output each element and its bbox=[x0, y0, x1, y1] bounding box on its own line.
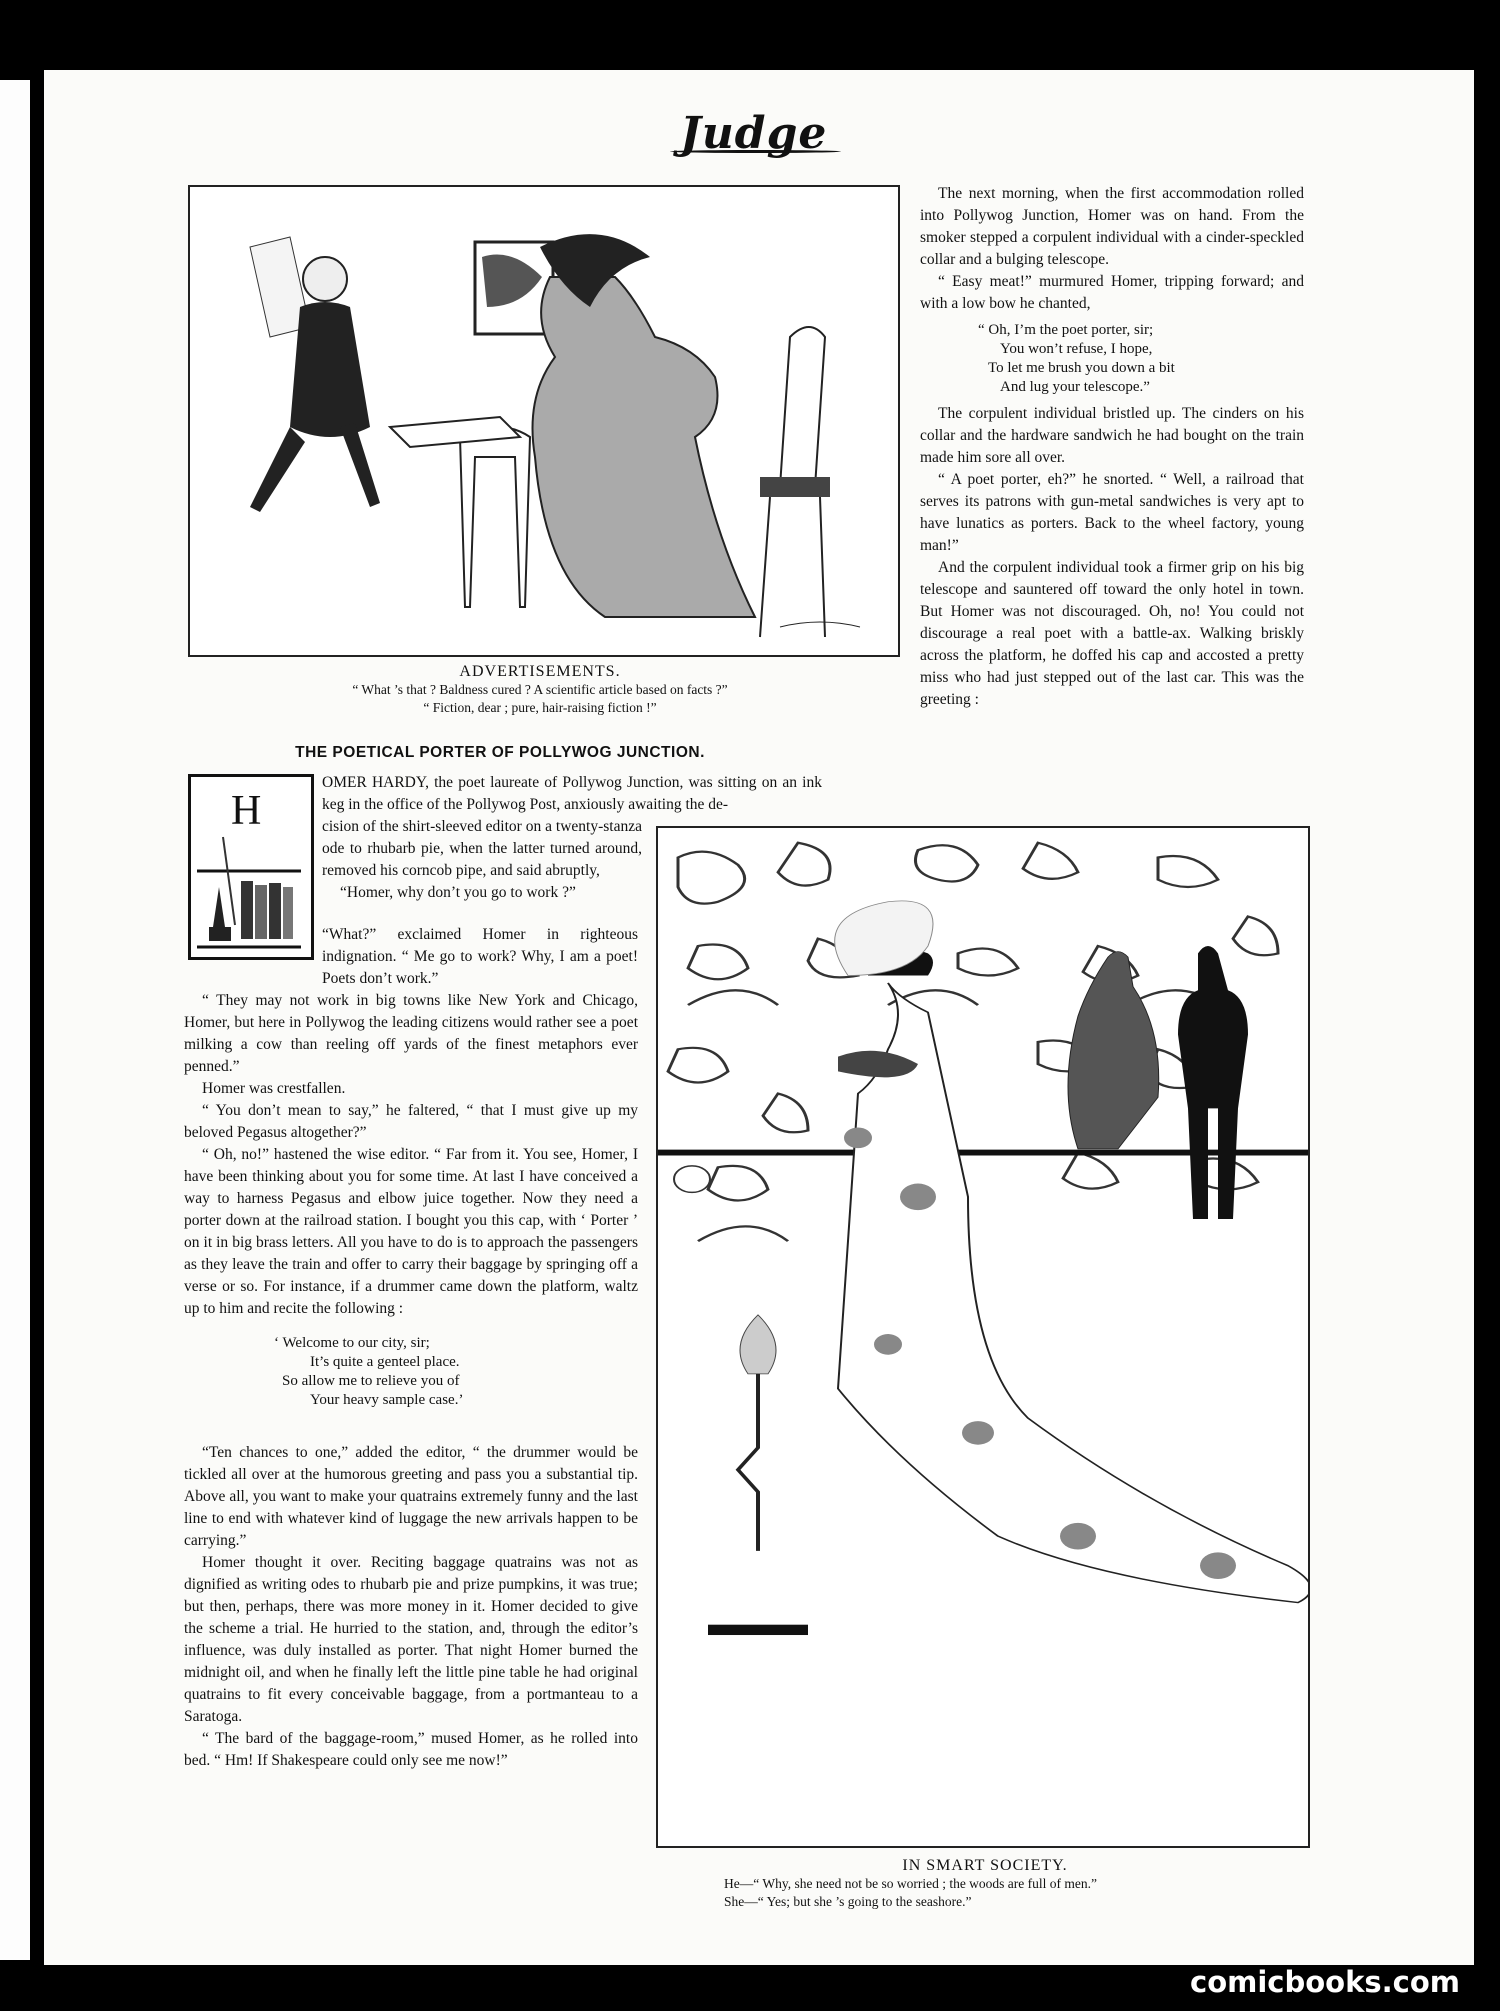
caption-title: IN SMART SOCIETY. bbox=[902, 1857, 1068, 1874]
verse-poet-porter bbox=[978, 321, 1304, 397]
paragraph: “ You don’t mean to say,” he faltered, “ that I must give up my beloved Pegasus altogether?” bbox=[184, 1102, 638, 1141]
paragraph: And the corpulent individual took a firmer grip on his big telescope and sauntered off toward the only hotel in town. But Homer was not discouraged. Oh, no! You could not discourage a real poet with a battle-ax. Walking briskly across the platform, he doffed his cap and accosted a pretty miss who had just stepped out of the last car. This was the greeting : bbox=[920, 559, 1304, 708]
adjacent-page-edge bbox=[0, 80, 30, 1960]
verse-line: So allow me to relieve you of bbox=[282, 1373, 460, 1389]
paragraph: Homer was crestfallen. bbox=[202, 1080, 346, 1097]
paragraph: “ The bard of the baggage-room,” mused Homer, as he rolled into bed. “ Hm! If Shakespeare could only see me now!” bbox=[184, 1730, 638, 1769]
caption-line: She—“ Yes; but she ’s going to the seashore.” bbox=[724, 1894, 972, 1909]
paragraph: “ They may not work in big towns like New York and Chicago, Homer, but here in Pollywog the leading citizens would rather see a poet milking a cow than reeling off yards of the finest metaphors ever penned.” bbox=[184, 992, 638, 1075]
verse-line: It’s quite a genteel place. bbox=[310, 1354, 460, 1370]
caption-line: “ Fiction, dear ; pure, hair-raising fiction !” bbox=[423, 700, 657, 715]
advertisements-illustration bbox=[188, 185, 900, 657]
paragraph: “ Easy meat!” murmured Homer, tripping forward; and with a low bow he chanted, bbox=[920, 273, 1304, 312]
verse-drummer bbox=[274, 1334, 638, 1410]
smart-society-caption bbox=[690, 1857, 1280, 1911]
paragraph: OMER HARDY, the poet laureate of Pollywog Junction, was sitting on an ink keg in the office of the Pollywog Post, anxiously awaiting the de- bbox=[322, 774, 822, 813]
paragraph: “ Oh, no!” hastened the wise editor. “ Far from it. You see, Homer, I have been thinking about you for some time. At last I have conceived a way to harness Pegasus and elbow juice together. Now they need a porter down at the railroad station. I bought you this cap, with ‘ Porter ’ on it in big brass letters. All you have to do is to approach the passengers as they leave the train and offer to carry their baggage by springing off a verse or so. For instance, if a drummer came down the platform, waltz up to him and recite the following : bbox=[184, 1146, 638, 1317]
paragraph: “Ten chances to one,” added the editor, “ the drummer would be tickled all over at the humorous greeting and pass you a substantial tip. Above all, you want to make your quatrains extremely funny and the last line to end with whatever kind of luggage the new arrivals happen to be carrying.” bbox=[184, 1444, 638, 1549]
smart-society-illustration bbox=[656, 826, 1310, 1848]
verse-line: “ Oh, I’m the poet porter, sir; bbox=[978, 322, 1154, 338]
reading-couple-drawing bbox=[190, 187, 898, 655]
caption-line: “ What ’s that ? Baldness cured ? A scientific article based on facts ?” bbox=[352, 682, 728, 697]
paragraph: The next morning, when the first accommodation rolled into Pollywog Junction, Homer was on hand. From the smoker stepped a corpulent individual with a cinder-speckled collar and a bulging telescope. bbox=[920, 185, 1304, 268]
verse-line: ‘ Welcome to our city, sir; bbox=[274, 1335, 430, 1351]
opening-paragraph-continued bbox=[322, 816, 642, 904]
paragraph: The corpulent individual bristled up. The cinders on his collar and the hardware sandwich he had bought on the train made him sore all over. bbox=[920, 405, 1304, 466]
advertisements-caption bbox=[250, 663, 830, 717]
paragraph: “What?” exclaimed Homer in righteous indignation. “ Me go to work? Why, I am a poet! Poets don’t work.” bbox=[322, 926, 638, 987]
paragraph: Homer thought it over. Reciting baggage quatrains was not as dignified as writing odes to rhubarb pie and prize pumpkins, it was true; but then, perhaps, there was more money in it. Homer decided to give the scheme a trial. He hurried to the station, and, through the editor’s influence, was duly installed as porter. That night Homer burned the midnight oil, and when he finally left the little pine table he had original quatrains to fit every conceivable baggage, from a portmanteau to a Saratoga. bbox=[184, 1554, 638, 1725]
caption-line: He—“ Why, she need not be so worried ; the woods are full of men.” bbox=[724, 1876, 1098, 1891]
verse-line: Your heavy sample case.’ bbox=[310, 1392, 464, 1408]
story-title: THE POETICAL PORTER OF POLLYWOG JUNCTION. bbox=[295, 744, 705, 761]
masthead-title: Judge bbox=[680, 108, 828, 159]
verse-line: To let me brush you down a bit bbox=[988, 360, 1175, 376]
verse-line: And lug your telescope.” bbox=[1000, 379, 1150, 395]
caption-title: ADVERTISEMENTS. bbox=[459, 663, 621, 680]
right-column bbox=[920, 183, 1304, 711]
left-column bbox=[184, 924, 638, 1772]
drop-cap-letter: H bbox=[231, 788, 262, 834]
paragraph: “Homer, why don’t you go to work ?” bbox=[340, 884, 576, 901]
site-watermark: comicbooks.com bbox=[1190, 1965, 1460, 1999]
verse-line: You won’t refuse, I hope, bbox=[1000, 341, 1153, 357]
gown-and-gentleman-drawing bbox=[658, 828, 1308, 1846]
paragraph: “ A poet porter, eh?” he snorted. “ Well, a railroad that serves its patrons with gun-metal sandwiches is very apt to have lunatics as porters. Back to the wheel factory, young man!” bbox=[920, 471, 1304, 554]
paragraph: cision of the shirt-sleeved editor on a twenty-stanza ode to rhubarb pie, when the latter turned around, removed his corncob pipe, and said abruptly, bbox=[322, 818, 642, 879]
opening-paragraph bbox=[322, 772, 822, 816]
